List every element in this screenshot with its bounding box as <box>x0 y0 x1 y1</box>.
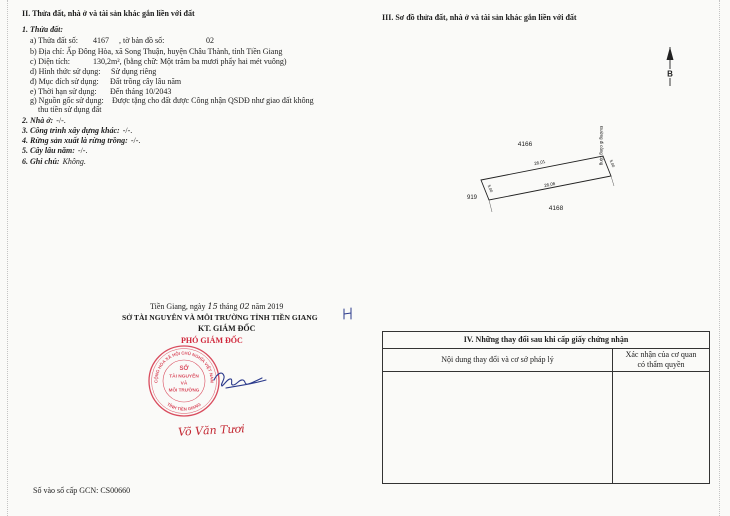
area-value: 130,2m², (bằng chữ: Một trăm ba mươi phẩy hai mét vuông) <box>93 57 287 66</box>
origin-label: g) Nguồn gốc sử dụng: <box>30 96 104 105</box>
parcel-number: 4167 <box>93 36 109 45</box>
parcel-heading: 1. Thửa đất: <box>22 25 64 34</box>
column-header-content: Nội dung thay đổi và cơ sở pháp lý <box>441 355 554 364</box>
table-divider <box>383 348 709 349</box>
item-house <box>22 116 66 126</box>
origin-value-line2: thu tiền sử dụng đất <box>38 105 102 114</box>
table-header-divider <box>383 371 709 372</box>
section-iv-heading: IV. Những thay đổi sau khi cấp giấy chứng nhận <box>463 335 629 344</box>
handwritten-signature <box>210 362 272 396</box>
section-iii-heading: III. Sơ đồ thửa đất, nhà ở và tài sản khác gắn liền với đất <box>382 13 577 22</box>
item-label: 4. Rừng sản xuất là rừng trồng: <box>22 136 128 145</box>
neighbor-parcel-top: 4166 <box>517 141 533 148</box>
item-notes <box>22 157 86 167</box>
parcel-number-label: a) Thửa đất số: <box>30 36 78 45</box>
seal-ring-top-text: CỘNG HÒA XÃ HỘI CHỦ NGHĨA VIỆT NAM <box>153 350 215 384</box>
column-header-confirm-line1: Xác nhận của cơ quan <box>625 350 697 359</box>
edge-length-bottom: 26,06 <box>543 180 556 189</box>
edge-length-top: 26,01 <box>533 158 546 167</box>
item-value: -/-. <box>56 116 66 125</box>
signature-stroke <box>214 373 266 388</box>
boundary-extension-left <box>489 200 492 212</box>
date-year: năm 2019 <box>251 302 284 311</box>
area-label: c) Diện tích: <box>30 57 70 66</box>
scan-edge-left <box>7 0 8 516</box>
date-month-label: tháng <box>219 302 238 311</box>
seal-center-line-1: SỞ <box>179 366 189 372</box>
north-arrow-icon <box>665 47 675 86</box>
signer-name: Võ Văn Tươi <box>177 422 245 439</box>
date-prefix: Tiền Giang, ngày <box>150 302 206 311</box>
edge-length-left: 5,00 <box>486 183 495 194</box>
item-perennial-trees <box>22 146 87 156</box>
item-value: -/-. <box>122 126 133 135</box>
registry-number: Số vào sổ cấp GCN: CS00660 <box>33 486 131 495</box>
item-value: -/-. <box>130 136 141 145</box>
seal-ring-bottom-text: TỈNH TIỀN GIANG <box>166 401 202 412</box>
item-label: 2. Nhà ở: <box>22 116 54 125</box>
date-day: 15 <box>207 302 218 311</box>
position-title: KT. GIÁM ĐỐC <box>198 324 256 333</box>
seal-center-line-3: VÀ <box>180 381 188 387</box>
road-label: Đường đi công cộng <box>599 126 604 166</box>
map-sheet-label: , tờ bản đồ số: <box>119 36 165 45</box>
north-arrow-head <box>667 47 674 60</box>
edge-length-right: 5,00 <box>608 158 617 169</box>
purpose-value: Đất trồng cây lâu năm <box>110 77 182 86</box>
neighbor-parcel-bottom: 4168 <box>548 205 564 212</box>
parcel-boundary <box>481 156 611 200</box>
parcel-map <box>440 40 720 230</box>
section-ii-heading: II. Thửa đất, nhà ở và tài sản khác gắn liền với đất <box>22 9 195 18</box>
term-value: Đến tháng 10/2043 <box>110 87 172 96</box>
neighbor-parcel-left: 919 <box>466 195 478 201</box>
item-planted-forest <box>22 136 140 146</box>
origin-value-line1: Được tặng cho đất được Công nhận QSDĐ như giao đất không <box>112 96 314 105</box>
initial-mark-stroke <box>344 308 351 319</box>
column-header-confirm-line2: có thẩm quyền <box>637 360 685 369</box>
issue-date <box>150 302 283 312</box>
seal-center-line-4: MÔI TRƯỜNG <box>168 387 200 393</box>
date-month: 02 <box>239 302 250 311</box>
item-label: 5. Cây lâu năm: <box>22 146 75 155</box>
changes-table <box>382 331 710 484</box>
use-form-value: Sử dụng riêng <box>111 67 157 76</box>
item-value: Không. <box>62 157 86 166</box>
deputy-title: PHÓ GIÁM ĐỐC <box>181 336 243 345</box>
item-label: 3. Công trình xây dựng khác: <box>22 126 120 135</box>
item-value: -/-. <box>77 146 88 155</box>
north-label: B <box>667 69 673 79</box>
initial-mark-icon <box>341 307 355 321</box>
issuing-authority: SỞ TÀI NGUYÊN VÀ MÔI TRƯỜNG TỈNH TIỀN GIANG <box>122 313 318 322</box>
item-other-construction <box>22 126 132 136</box>
term-label: e) Thời hạn sử dụng: <box>30 87 97 96</box>
item-label: 6. Ghi chú: <box>22 157 60 166</box>
boundary-extension-right <box>611 176 614 186</box>
map-sheet-number: 02 <box>206 36 214 45</box>
seal-center-line-2: TÀI NGUYÊN <box>169 374 199 380</box>
seal-ring-bottom <box>166 401 202 411</box>
parcel-address: b) Địa chỉ: Ấp Đông Hòa, xã Song Thuận, huyện Châu Thành, tỉnh Tiền Giang <box>30 47 283 56</box>
use-form-label: d) Hình thức sử dụng: <box>30 67 101 76</box>
purpose-label: đ) Mục đích sử dụng: <box>30 77 99 86</box>
